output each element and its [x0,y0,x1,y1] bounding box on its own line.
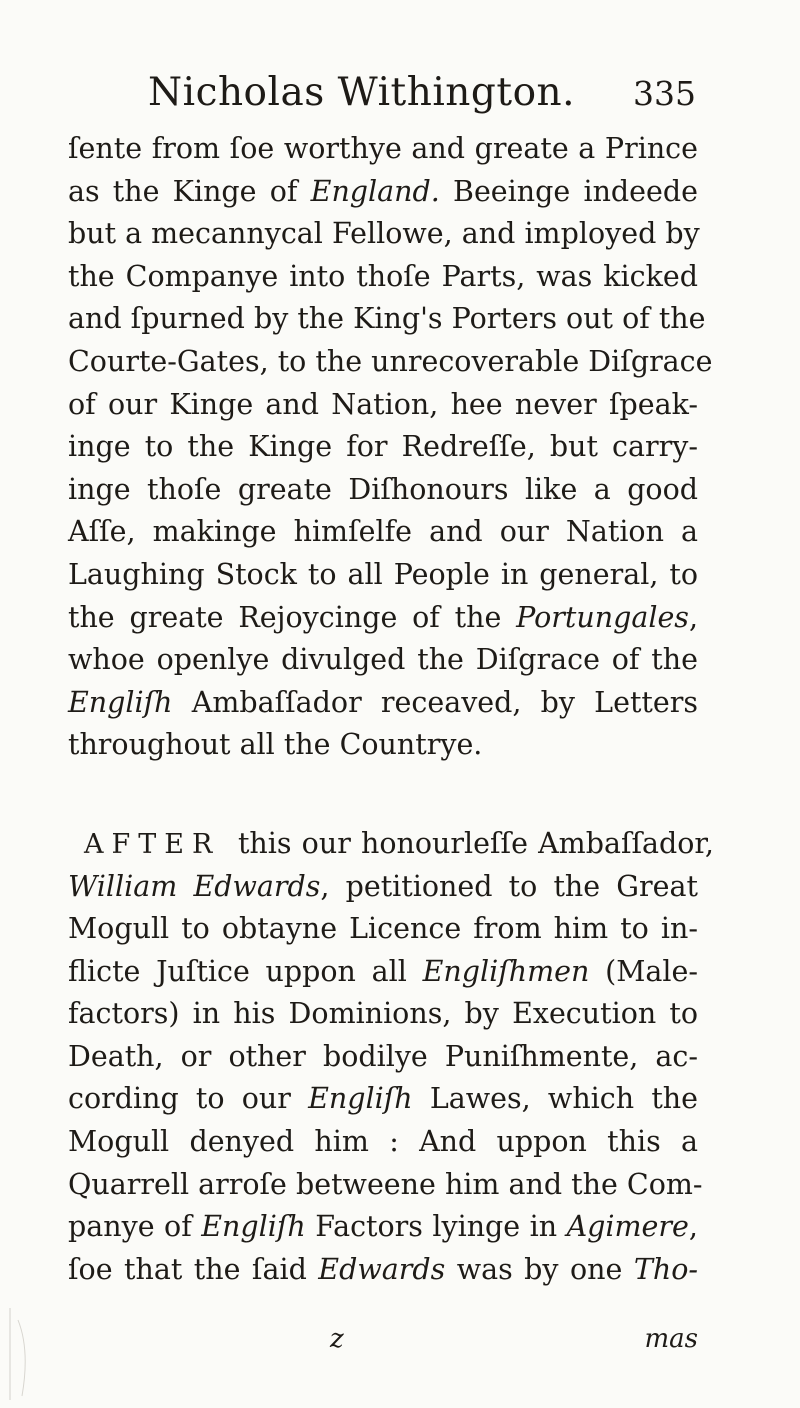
text-line: Courte-Gates, to the unrecoverable Diſgrace [68,344,713,378]
text-line: inge to the Kinge for Redreſſe, but carry- [68,430,698,464]
italic-text: Agimere [566,1210,689,1244]
text-line: as the Kinge of England. Beeinge indeede [68,174,699,208]
italic-text: Tho- [633,1252,698,1286]
text-line: of our Kinge and Nation, hee never ſpeak- [68,387,698,421]
italic-text: Engliſh [68,685,173,719]
text-line: Mogull denyed him : And uppon this a [68,1125,698,1159]
text-line: Laughing Stock to all People in general, to [68,557,698,591]
paragraph-1 [68,128,713,767]
italic-text: Engliſhmen [422,954,590,988]
catchword: mas [644,1324,698,1354]
italic-text: England. [310,174,440,208]
bleed-through-marks [0,1300,90,1408]
text-line: William Edwards, petitioned to the Great [68,869,698,903]
page-number: 335 [633,74,696,113]
italic-text: Edwards [318,1252,446,1286]
paragraph-gap [68,767,698,823]
text-line: the Companye into thoſe Parts, was kicked [68,259,698,293]
text-line: flicte Juſtice uppon all Engliſhmen (Male- [68,954,698,988]
paragraph-2 [68,823,714,1292]
text-line: the greate Rejoycinge of the Portungales, [68,600,698,634]
italic-text: Engliſh [308,1082,413,1116]
text-line: Aſſe, makinge himſelfe and our Nation a [68,515,698,549]
text-line: cording to our Engliſh Lawes, which the [68,1082,698,1116]
body-text [68,128,714,1291]
text-line: AFTER this our honourleſſe Ambaſſador, [84,826,714,860]
text-line: Engliſh Ambaſſador receaved, by Letters [68,685,698,719]
lead-word: AFTER [84,828,238,860]
italic-text: Engliſh [201,1210,306,1244]
running-head [148,70,696,124]
page-footer [68,1324,698,1370]
text-line: but a mecannycal Fellowe, and imployed by [68,217,700,251]
text-line: whoe openlye divulged the Diſgrace of the [68,643,698,677]
text-line: inge thoſe greate Diſhonours like a good [68,472,698,506]
text-line: factors) in his Dominions, by Execution to [68,997,698,1031]
text-line: and ſpurned by the King's Porters out of the [68,302,706,336]
text-line: Mogull to obtayne Licence from him to in- [68,912,698,946]
text-line: Quarrell arroſe betweene him and the Com- [68,1167,703,1201]
text-line: throughout all the Countrye. [68,728,483,762]
text-line: ſente from ſoe worthye and greate a Prince [68,132,698,165]
italic-text: William Edwards [68,869,321,903]
running-head-title: Nicholas Withington. [148,70,576,115]
text-line: Death, or other bodilye Puniſhmente, ac- [68,1039,698,1073]
text-line: panye of Engliſh Factors lyinge in Agimere, [68,1210,698,1244]
text-line: ſoe that the ſaid Edwards was by one Tho- [68,1252,698,1286]
signature-mark: z [330,1324,344,1354]
italic-text: Portungales [516,600,689,634]
